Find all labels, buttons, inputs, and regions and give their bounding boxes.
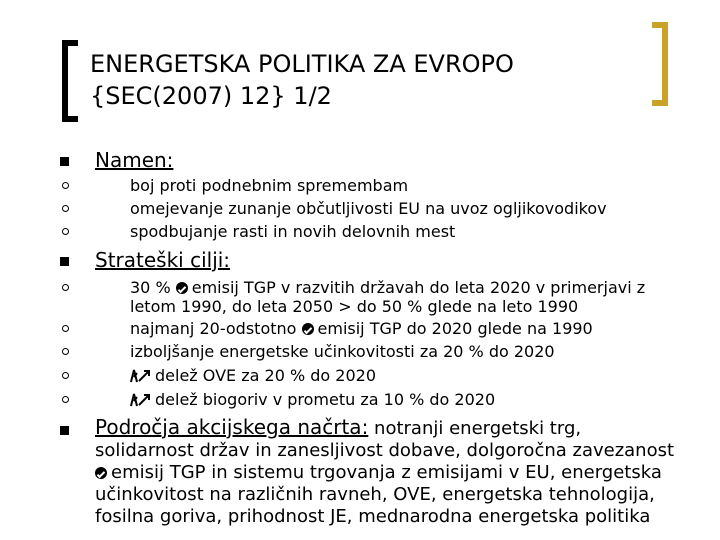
- item-text: emisij TGP v razvitih državah do leta 2020 v primerjavi z: [191, 278, 646, 297]
- rising-arrow-icon: [130, 367, 152, 383]
- section-body-line: [95, 462, 715, 484]
- section-body-line: solidarnost držav in zanesljivost dobave, dolgoročna zavezanost: [95, 440, 675, 461]
- down-arrow-icon: [302, 323, 314, 335]
- section-heading-podrocja: Področja akcijskega načrta:: [95, 415, 369, 439]
- section-heading-namen: Namen:: [95, 148, 174, 172]
- list-item: [130, 389, 495, 411]
- title-bracket-left: [62, 40, 78, 122]
- section-body-text: emisij TGP in sistemu trgovanja z emisijami v EU, energetska: [111, 462, 662, 483]
- list-item: omejevanje zunanje občutljivosti EU na uvoz ogljikovodikov: [130, 199, 607, 218]
- bullet-square-icon: [60, 157, 69, 166]
- title-bracket-right: [652, 22, 668, 106]
- bullet-square-icon: [60, 257, 69, 266]
- bullet-ring-icon: [62, 396, 69, 403]
- bullet-ring-icon: [62, 284, 69, 291]
- page-title: [90, 48, 514, 112]
- section-podrocja: [95, 416, 715, 528]
- item-text: emisij TGP do 2020 glede na 1990: [317, 319, 593, 338]
- bullet-ring-icon: [62, 205, 69, 212]
- rising-arrow-icon: [130, 391, 152, 407]
- bullet-ring-icon: [62, 228, 69, 235]
- bullet-ring-icon: [62, 325, 69, 332]
- bullet-ring-icon: [62, 348, 69, 355]
- section-body-line: fosilna goriva, prihodnost JE, mednarodna energetska politika: [95, 506, 651, 527]
- down-arrow-icon: [95, 467, 107, 479]
- bullet-square-icon: [60, 426, 69, 435]
- list-item: [130, 318, 593, 340]
- item-prefix: najmanj 20-odstotno: [130, 319, 302, 338]
- list-item: izboljšanje energetske učinkovitosti za 20 % do 2020: [130, 342, 555, 361]
- down-arrow-icon: [176, 282, 188, 294]
- item-prefix: 30 %: [130, 278, 176, 297]
- title-line-1: ENERGETSKA POLITIKA ZA EVROPO: [90, 50, 514, 78]
- section-inline-text: notranji energetski trg,: [374, 418, 582, 439]
- list-item: [130, 365, 376, 387]
- list-item: spodbujanje rasti in novih delovnih mest: [130, 222, 456, 241]
- section-heading-strateski-cilji: Strateški cilji:: [95, 248, 231, 272]
- bullet-ring-icon: [62, 372, 69, 379]
- item-text: delež biogoriv v prometu za 10 % do 2020: [155, 390, 496, 409]
- item-text: delež OVE za 20 % do 2020: [155, 366, 376, 385]
- list-item: boj proti podnebnim spremembam: [130, 176, 409, 195]
- list-item-continuation: letom 1990, do leta 2050 > do 50 % glede na leto 1990: [130, 297, 579, 316]
- section-body-line: učinkovitost na različnih ravneh, OVE, energetska tehnologija,: [95, 484, 655, 505]
- title-line-2: {SEC(2007) 12} 1/2: [90, 82, 332, 110]
- bullet-ring-icon: [62, 182, 69, 189]
